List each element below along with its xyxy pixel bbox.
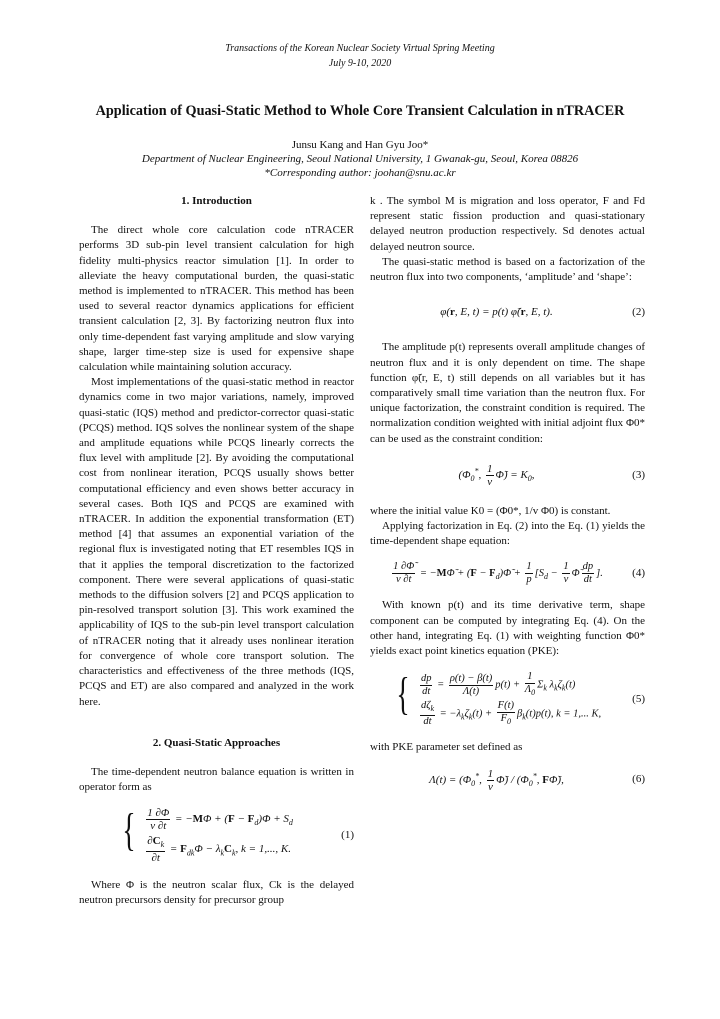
- equation-4-body: $\frac{1 \partial\Phĩ}{v \partial t}$ = −MΦ̃ + $(F - F_d)\Phĩ$ + $\frac{1}{p}$ [$S_d$ − $\frac{1}{v}$ Φ̃ $\frac{dp}{dt}$ ].: [393, 561, 603, 586]
- journal-date: July 9-10, 2020: [328, 58, 392, 69]
- section-introduction-title: 1. Introduction: [181, 195, 252, 207]
- operators-paragraph: k . The symbol M is migration and loss operator, F and Fd represent static fission production and quasi-stationary delayed neutron production respectively. Sd denotes actual delayed neutron source.: [370, 195, 645, 253]
- qs-paragraph-2: Where Φ is the neutron scalar flux, Ck is the delayed neutron precursors density for precursor group: [79, 878, 354, 907]
- paper-title: Application of Quasi-Static Method to Whole Core Transient Calculation in nTRACER: [95, 103, 625, 119]
- section-quasi-static-title: 2. Quasi-Static Approaches: [152, 736, 281, 749]
- equation-2-body: φ(r, E, t) = p(t) φ̃(r, E, t).: [440, 306, 553, 319]
- equation-3-body: ($\Phi_0^*$, $\frac{1}{v}$ Φ̃) = $K_0$,: [458, 462, 535, 488]
- amplitude-paragraph: The amplitude p(t) represents overall amplitude changes of neutron flux and it is only dependent on time. The shape function φ̃(r, E, t) still depends on all variables but it has comparatively small time variation than the neutron flux. For unique factorization, the constraint condition is required. The normalization condition weighted with initial adjoint flux Φ0* can be used as the constraint condition:: [370, 341, 645, 445]
- corresponding-author: *Corresponding author: joohan@snu.ac.kr: [264, 167, 456, 179]
- equation-2-number: (2): [632, 306, 645, 319]
- constant-paragraph: where the initial value K0 = (Φ0*, 1/v Φ0) is constant.: [370, 504, 611, 517]
- right-column: [370, 194, 645, 805]
- factorization-paragraph: The quasi-static method is based on a factorization of the neutron flux into two components, ‘amplitude’ and ‘shape’:: [370, 255, 645, 284]
- equation-5: [370, 668, 645, 728]
- equation-1-number: (1): [341, 828, 354, 841]
- equation-3: [370, 463, 645, 488]
- shape-equation-paragraph: Applying factorization in Eq. (2) into the Eq. (1) yields the time-dependent shape equation:: [370, 520, 645, 548]
- equation-6: [370, 768, 645, 793]
- intro-paragraph-2: Most implementations of the quasi-static method in reactor dynamics come in two major variations, namely, improved quasi-static (IQS) method and predictor-corrector quasi-static (PCQS) method. IQS solves the nonlinear system of the shape and amplitude equations while PCQS linearly corrects the flux level with amplitude [2]. By avoiding the computational cost from nonlinear iteration, PCQS usually shows better computational efficiency and even shows better accuracy in several cases. Both IQS and PCQS are examined with nTRACER. In addition the exponential transformation (ET) method [4] that assumes an exponential variation of the regional flux is investigated noting that ET resembles IQS in that it applies the temporal discretization to the factorized component. There were several applications of quasi-static methods to the diffusion solvers [2] and PCQS application to pin-resolved transport solution [3]. This work examined the applicability of IQS to the sub-pin level transport calculation of nTRACER noting that it already uses nonlinear iteration for convergence of whole core transport solution. The characteristics and effectiveness of the three methods (IQS, PCQS and ET) are also compared and analyzed in the work here.: [79, 376, 354, 708]
- equation-1-body: { $\frac{1 \partial\Phi}{v \partial t}$ = $-M\Phi + (F - F_d)\Phi + S_d$ $\frac{\partial C_k}{\partial t}$ = $F_{dk}\Phi - \lambda_kC_k$, k = 1,..., K.: [122, 804, 293, 864]
- pke-parameters-paragraph: with PKE parameter set defined as: [370, 741, 523, 754]
- paper-authors: Junsu Kang and Han Gyu Joo*: [291, 139, 429, 151]
- equation-1: [79, 804, 354, 864]
- equation-3-number: (3): [632, 468, 645, 481]
- intro-paragraph-1: The direct whole core calculation code nTRACER performs 3D sub-pin level transient calculation for high fidelity multi-physics reactor simulation [1]. In order to alleviate the heavy computational burden, the quasi-static method is implemented to nTRACER. This method has been used to several reactor dynamics applications for efficient transient calculation [2, 3]. By factorizing neutron flux into only time-dependent fast varying amplitude and slow varying shape, larger time-step size is used for expensive shape calculation while maintaining solution accuracy.: [79, 224, 354, 374]
- equation-6-number: (6): [632, 773, 645, 786]
- paper-affiliation: Department of Nuclear Engineering, Seoul National University, 1 Gwanak-gu, Seoul, Korea 08826: [141, 153, 579, 165]
- pke-paragraph: With known p(t) and its time derivative term, shape component can be computed by integrating Eq. (4). On the other hand, integrating Eq. (1) with weighting function Φ0* yields exact point kinetics equation (PKE):: [370, 599, 645, 658]
- equation-4: [370, 561, 645, 586]
- equation-4-number: (4): [632, 567, 645, 580]
- journal-header: Transactions of the Korean Nuclear Society Virtual Spring Meeting: [225, 43, 495, 54]
- equation-6-body: $\Lambda(t) = (\Phi_0^*$, $\frac{1}{v}$ Φ̃) / ($\Phi_0^*$, FΦ̃),: [429, 767, 564, 793]
- left-column: [79, 194, 354, 908]
- qs-paragraph-1: The time-dependent neutron balance equation is written in operator form as: [79, 765, 354, 794]
- equation-2: [370, 305, 645, 320]
- equation-5-number: (5): [632, 693, 645, 706]
- equation-5-body: { $\frac{dp}{dt}$ = $\frac{\rho(t) - \beta(t)}{\Lambda(t)}$ p(t) + $\frac{1}{\Lambda_0}$ $\Sigma_k$ $\lambda_k\zeta_k(t)$ $\frac{d\zeta_k}{dt}$ = $-\lambda_k\zeta_k(t)$ + $\frac{F(t)}{F_0}$ $\beta_k(t)p(t)$, k = 1,... K,: [396, 668, 602, 727]
